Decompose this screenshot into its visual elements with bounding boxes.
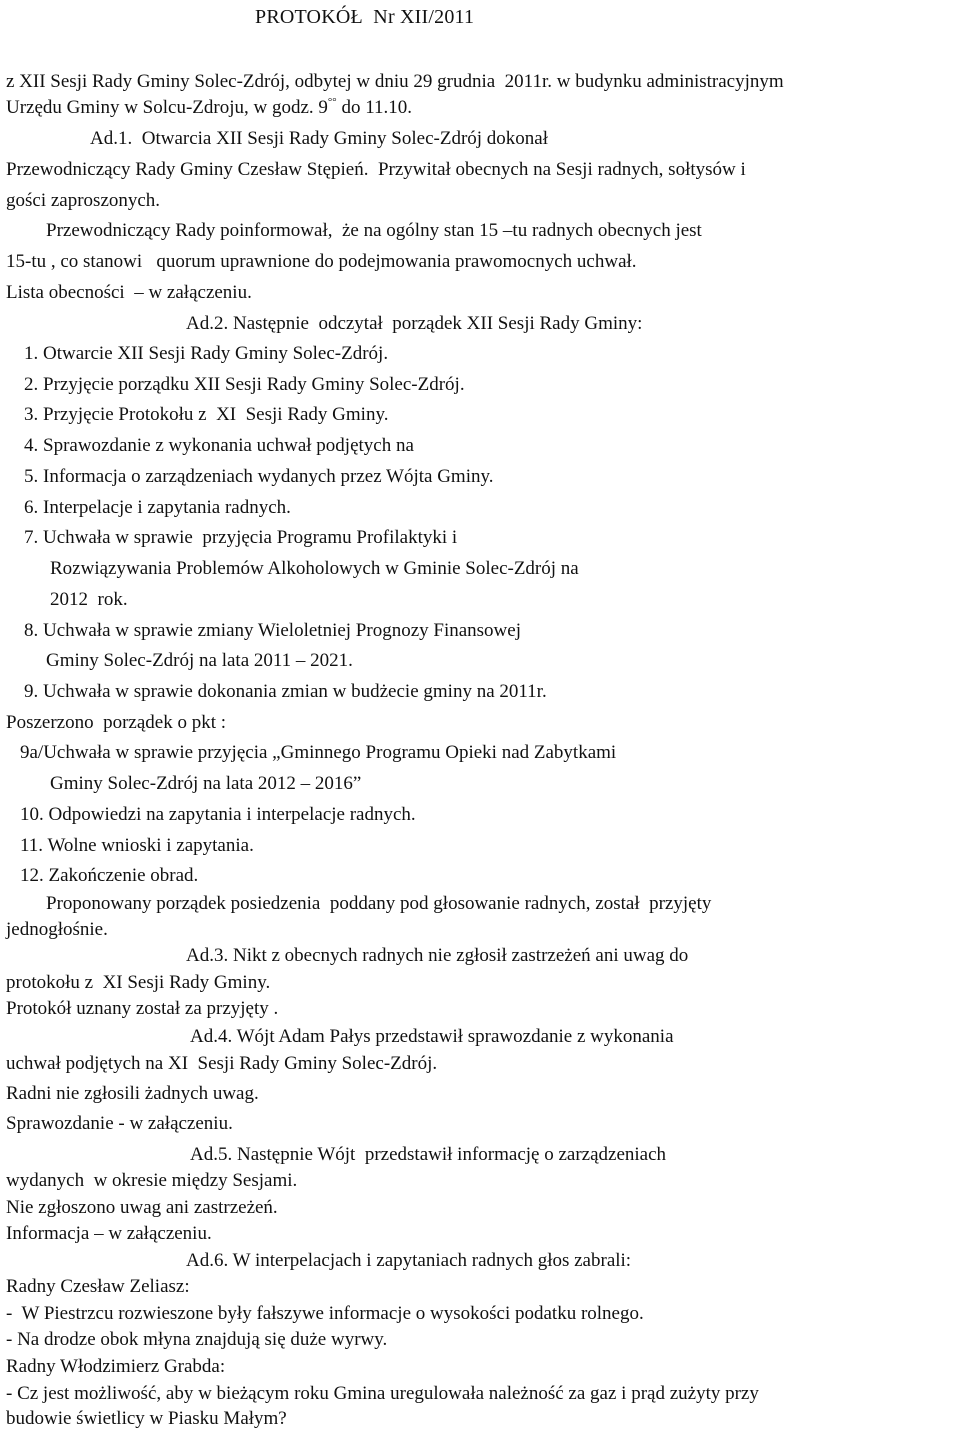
section-heading-ad3: Ad.3. Nikt z obecnych radnych nie zgłosił zastrzeżeń ani uwag do bbox=[186, 945, 689, 966]
agenda-item: 1. Otwarcie XII Sesji Rady Gminy Solec-Zdrój. bbox=[24, 343, 389, 364]
agenda-item-continuation: Rozwiązywania Problemów Alkoholowych w Gminie Solec-Zdrój na bbox=[50, 558, 579, 579]
speaker-remark: budowie świetlicy w Piasku Małym? bbox=[6, 1408, 287, 1429]
agenda-item-continuation: Gminy Solec-Zdrój na lata 2012 – 2016” bbox=[50, 773, 362, 794]
paragraph-line: gości zaproszonych. bbox=[6, 190, 161, 211]
agenda-item: 10. Odpowiedzi na zapytania i interpelacje radnych. bbox=[20, 804, 416, 825]
agenda-item: 12. Zakończenie obrad. bbox=[20, 865, 199, 886]
section-heading-ad6: Ad.6. W interpelacjach i zapytaniach radnych głos zabrali: bbox=[186, 1250, 632, 1271]
agenda-item: 9a/Uchwała w sprawie przyjęcia „Gminnego Programu Opieki nad Zabytkami bbox=[20, 742, 617, 763]
paragraph-line: Przewodniczący Rady Gminy Czesław Stępień. Przywitał obecnych na Sesji radnych, sołtysów i bbox=[6, 159, 746, 180]
paragraph-line: protokołu z XI Sesji Rady Gminy. bbox=[6, 972, 271, 993]
speaker-remark: - Na drodze obok młyna znajdują się duże wyrwy. bbox=[6, 1329, 388, 1350]
section-heading-ad4: Ad.4. Wójt Adam Pałys przedstawił sprawozdanie z wykonania bbox=[190, 1026, 674, 1047]
intro-line-2-end: do 11.10. bbox=[336, 97, 412, 118]
speaker-remark: - W Piestrzcu rozwieszone były fałszywe informacje o wysokości podatku rolnego. bbox=[6, 1303, 644, 1324]
speaker-name: Radny Czesław Zeliasz: bbox=[6, 1276, 190, 1297]
paragraph-line: Informacja – w załączeniu. bbox=[6, 1223, 212, 1244]
agenda-item: 5. Informacja o zarządzeniach wydanych przez Wójta Gminy. bbox=[24, 466, 494, 487]
agenda-item: 3. Przyjęcie Protokołu z XI Sesji Rady Gminy. bbox=[24, 404, 389, 425]
agenda-item: 4. Sprawozdanie z wykonania uchwał podjętych na bbox=[24, 435, 414, 456]
agenda-item-continuation: Gminy Solec-Zdrój na lata 2011 – 2021. bbox=[46, 650, 353, 671]
paragraph-line: Protokół uznany został za przyjęty . bbox=[6, 998, 279, 1019]
agenda-item-continuation: 2012 rok. bbox=[50, 589, 128, 610]
paragraph-line: wydanych w okresie między Sesjami. bbox=[6, 1170, 298, 1191]
paragraph-line: Proponowany porządek posiedzenia poddany pod głosowanie radnych, został przyjęty bbox=[46, 893, 712, 914]
paragraph-line: Lista obecności – w załączeniu. bbox=[6, 282, 252, 303]
paragraph-line: Radni nie zgłosili żadnych uwag. bbox=[6, 1083, 259, 1104]
agenda-item: 2. Przyjęcie porządku XII Sesji Rady Gminy Solec-Zdrój. bbox=[24, 374, 465, 395]
paragraph-line: Sprawozdanie - w załączeniu. bbox=[6, 1113, 233, 1134]
paragraph-line: uchwał podjętych na XI Sesji Rady Gminy Solec-Zdrój. bbox=[6, 1053, 438, 1074]
agenda-item: 11. Wolne wnioski i zapytania. bbox=[20, 835, 254, 856]
intro-time-superscript: °° bbox=[327, 96, 337, 108]
agenda-item: 9. Uchwała w sprawie dokonania zmian w budżecie gminy na 2011r. bbox=[24, 681, 547, 702]
paragraph-line: Ad.1. Otwarcia XII Sesji Rady Gminy Solec-Zdrój dokonał bbox=[90, 128, 549, 149]
agenda-heading: Ad.2. Następnie odczytał porządek XII Sesji Rady Gminy: bbox=[186, 313, 643, 334]
speaker-name: Radny Włodzimierz Grabda: bbox=[6, 1356, 226, 1377]
agenda-item: 6. Interpelacje i zapytania radnych. bbox=[24, 497, 291, 518]
paragraph-line: 15-tu , co stanowi quorum uprawnione do podejmowania prawomocnych uchwał. bbox=[6, 251, 637, 272]
document-title: PROTOKÓŁ Nr XII/2011 bbox=[255, 6, 475, 28]
paragraph-line: Przewodniczący Rady poinformował, że na ogólny stan 15 –tu radnych obecnych jest bbox=[46, 220, 702, 241]
intro-line-1: z XII Sesji Rady Gminy Solec-Zdrój, odbytej w dniu 29 grudnia 2011r. w budynku administracyjnym bbox=[6, 71, 784, 92]
paragraph-line: Nie zgłoszono uwag ani zastrzeżeń. bbox=[6, 1197, 278, 1218]
paragraph-line: Poszerzono porządek o pkt : bbox=[6, 712, 227, 733]
section-heading-ad5: Ad.5. Następnie Wójt przedstawił informację o zarządzeniach bbox=[190, 1144, 667, 1165]
speaker-remark: - Cz jest możliwość, aby w bieżącym roku Gmina uregulowała należność za gaz i prąd zużyty przy bbox=[6, 1383, 759, 1404]
intro-line-2-start: Urzędu Gminy w Solcu-Zdroju, w godz. 9 bbox=[6, 97, 328, 118]
paragraph-line: jednogłośnie. bbox=[6, 919, 108, 940]
agenda-item: 8. Uchwała w sprawie zmiany Wieloletniej Prognozy Finansowej bbox=[24, 620, 521, 641]
agenda-item: 7. Uchwała w sprawie przyjęcia Programu Profilaktyki i bbox=[24, 527, 458, 548]
intro-line-2 bbox=[6, 96, 412, 122]
